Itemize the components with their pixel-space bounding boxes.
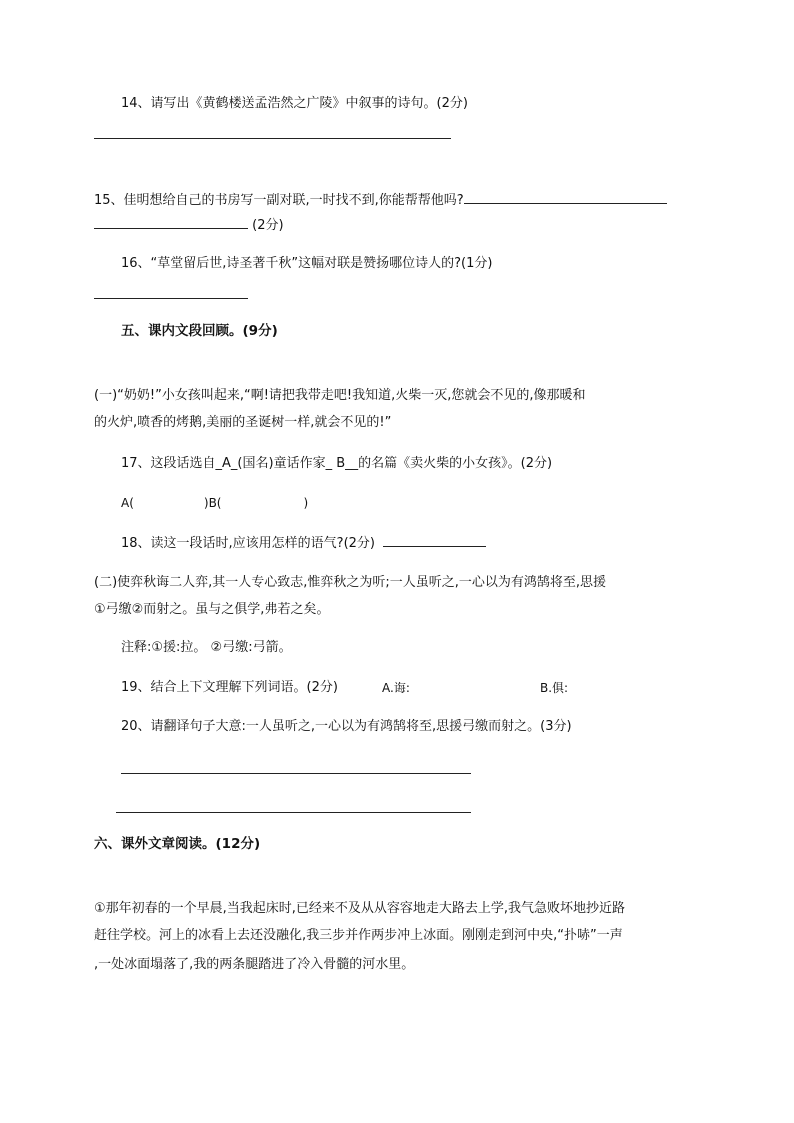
question-18-text: 18、读这一段话时,应该用怎样的语气?(2分): [121, 536, 375, 551]
passage-2-line-1: (二)使弈秋诲二人弈,其一人专心致志,惟弈秋之为听;一人虽听之,一心以为有鸿鹄将至,思援: [94, 575, 607, 590]
question-19-b: B.俱:: [540, 681, 569, 695]
answer-a-label: A(: [121, 496, 134, 510]
question-15-cont: [94, 216, 284, 235]
answer-b-label: )B(: [203, 496, 222, 510]
question-15: [94, 191, 667, 210]
answer-line-20a[interactable]: [121, 773, 471, 774]
answer-line-15a[interactable]: [464, 191, 667, 204]
passage-3-line-2: 赶往学校。河上的冰看上去还没融化,我三步并作两步冲上冰面。刚刚走到河中央,“扑哧”一声: [94, 928, 623, 943]
question-15-text: 15、佳明想给自己的书房写一副对联,一时找不到,你能帮帮他吗?: [94, 193, 464, 208]
question-15-score: (2分): [252, 218, 284, 233]
passage-2-line-2: ①弓缴②而射之。虽与之俱学,弗若之矣。: [94, 602, 330, 617]
annotation-note: 注释:①援:拉。 ②弓缴:弓箭。: [121, 640, 292, 655]
question-16: 16、“草堂留后世,诗圣著千秋”这幅对联是赞扬哪位诗人的?(1分): [121, 256, 493, 271]
question-14: 14、请写出《黄鹤楼送孟浩然之广陵》中叙事的诗句。(2分): [121, 96, 468, 111]
question-17: 17、这段话选自_A_(国名)童话作家_ B__的名篇《卖火柴的小女孩》。(2分): [121, 456, 553, 471]
question-20: 20、请翻译句子大意:一人虽听之,一心以为有鸿鹄将至,思援弓缴而射之。(3分): [121, 719, 572, 734]
question-17-answers: [121, 494, 308, 512]
section-6-title: 六、课外文章阅读。(12分): [94, 836, 261, 852]
question-19-a: A.诲:: [382, 681, 410, 695]
question-19: 19、结合上下文理解下列词语。(2分): [121, 680, 338, 695]
passage-1-line-2: 的火炉,喷香的烤鹅,美丽的圣诞树一样,就会不见的!”: [94, 415, 392, 430]
passage-1-line-1: (一)“奶奶!”小女孩叫起来,“啊!请把我带走吧!我知道,火柴一灭,您就会不见的,像那暖和: [94, 388, 586, 403]
answer-line-14[interactable]: [94, 138, 451, 139]
answer-line-20b[interactable]: [116, 812, 471, 813]
section-5-title: 五、课内文段回顾。(9分): [121, 323, 278, 339]
answer-line-15b[interactable]: [94, 216, 248, 229]
answer-close: ): [303, 496, 309, 510]
answer-line-18[interactable]: [383, 534, 486, 547]
passage-3-line-1: ①那年初春的一个早晨,当我起床时,已经来不及从从容容地走大路去上学,我气急败坏地抄近路: [94, 901, 626, 916]
answer-line-16[interactable]: [94, 298, 248, 299]
question-18: [121, 534, 486, 553]
passage-3-line-3: ,一处冰面塌落了,我的两条腿踏进了冷入骨髓的河水里。: [94, 957, 415, 972]
